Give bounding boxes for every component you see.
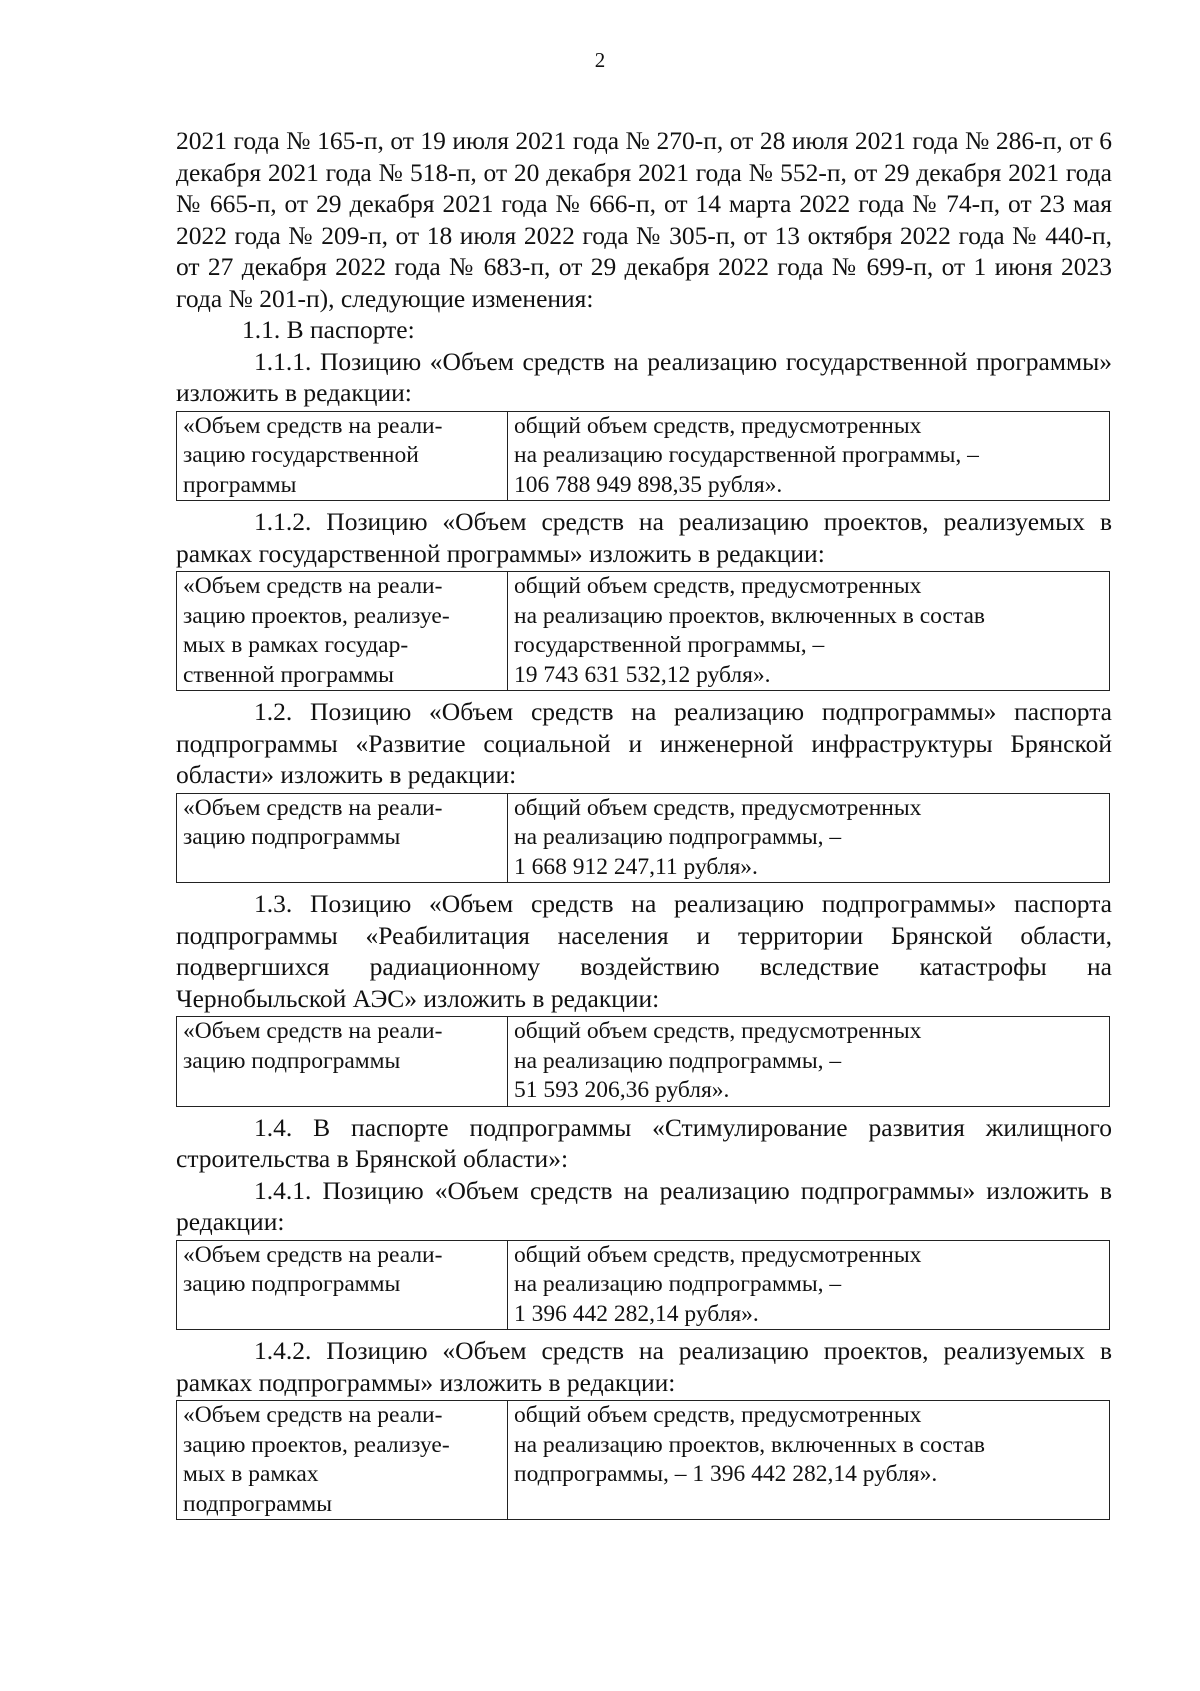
table-1-4-1 — [176, 1240, 1110, 1331]
table-row — [177, 1401, 1110, 1520]
table-cell-value: общий объем средств, предусмотренных на реализацию проектов, включенных в состав государственной программы, – 19 743 631 532,12 рубля». — [508, 572, 1110, 691]
table-1-2 — [176, 793, 1110, 884]
table-cell-value: общий объем средств, предусмотренных на реализацию государственной программы, – 106 788 949 898,35 рубля». — [508, 411, 1110, 501]
page-number: 2 — [594, 48, 606, 72]
table-row — [177, 411, 1110, 501]
section-1-1-heading: 1.1. В паспорте: — [242, 315, 415, 344]
intro-paragraph: 2021 года № 165-п, от 19 июля 2021 года № 270-п, от 28 июля 2021 года № 286-п, от 6 декабря 2021 года № 518-п, от 20 декабря 2021 года № 552-п, от 29 декабря 2021 года № 665-п, от 29 декабря 2021 года № 666-п, от 14 марта 2022 года № 74-п, от 23 мая 2022 года № 209-п, от 18 июля 2022 года № 305-п, от 13 октября 2022 года № 440-п, от 27 декабря 2022 года № 683-п, от 29 декабря 2022 года № 699-п, от 1 июня 2023 года № 201-п), следующие изменения: — [176, 126, 1112, 313]
table-cell-label: «Объем средств на реали- зацию подпрограммы — [177, 1240, 508, 1330]
table-cell-value: общий объем средств, предусмотренных на реализацию проектов, включенных в состав подпрограммы, – 1 396 442 282,14 рубля». — [508, 1401, 1110, 1520]
section-1-1-2-paragraph: 1.1.2. Позицию «Объем средств на реализацию проектов, реализуемых в рамках государственной программы» изложить в редакции: — [176, 507, 1112, 568]
section-1-4-2-paragraph: 1.4.2. Позицию «Объем средств на реализацию проектов, реализуемых в рамках подпрограммы» изложить в редакции: — [176, 1336, 1112, 1397]
section-1-4-paragraph: 1.4. В паспорте подпрограммы «Стимулирование развития жилищного строительства в Брянской области»: — [176, 1112, 1112, 1173]
section-1-4-1-paragraph: 1.4.1. Позицию «Объем средств на реализацию подпрограммы» изложить в редакции: — [176, 1175, 1112, 1236]
table-cell-value: общий объем средств, предусмотренных на реализацию подпрограммы, – 1 396 442 282,14 рубля». — [508, 1240, 1110, 1330]
table-row — [177, 1240, 1110, 1330]
table-1-4-2 — [176, 1400, 1110, 1520]
table-cell-value: общий объем средств, предусмотренных на реализацию подпрограммы, – 1 668 912 247,11 рубля». — [508, 793, 1110, 883]
table-cell-label: «Объем средств на реали- зацию проектов, реализуе- мых в рамках подпрограммы — [177, 1401, 508, 1520]
section-1-2-paragraph: 1.2. Позицию «Объем средств на реализацию подпрограммы» паспорта подпрограммы «Развитие социальной и инженерной инфраструктуры Брянской области» изложить в редакции: — [176, 697, 1112, 789]
table-1-1-2 — [176, 571, 1110, 691]
table-1-1-1 — [176, 411, 1110, 502]
table-1-3 — [176, 1016, 1110, 1107]
section-1-3-paragraph: 1.3. Позицию «Объем средств на реализацию подпрограммы» паспорта подпрограммы «Реабилитация населения и территории Брянской области, подвергшихся радиационному воздействию вследствие катастрофы на Чернобыльской АЭС» изложить в редакции: — [176, 889, 1112, 1013]
document-body — [176, 125, 1112, 1525]
table-row — [177, 793, 1110, 883]
table-cell-label: «Объем средств на реали- зацию подпрограммы — [177, 793, 508, 883]
section-1-1-1-paragraph: 1.1.1. Позицию «Объем средств на реализацию государственной программы» изложить в редакции: — [176, 346, 1112, 407]
table-cell-value: общий объем средств, предусмотренных на реализацию подпрограммы, – 51 593 206,36 рубля». — [508, 1017, 1110, 1107]
table-cell-label: «Объем средств на реали- зацию проектов, реализуе- мых в рамках государ- ственной программы — [177, 572, 508, 691]
table-cell-label: «Объем средств на реали- зацию государственной программы — [177, 411, 508, 501]
table-row — [177, 572, 1110, 691]
table-row — [177, 1017, 1110, 1107]
table-cell-label: «Объем средств на реали- зацию подпрограммы — [177, 1017, 508, 1107]
